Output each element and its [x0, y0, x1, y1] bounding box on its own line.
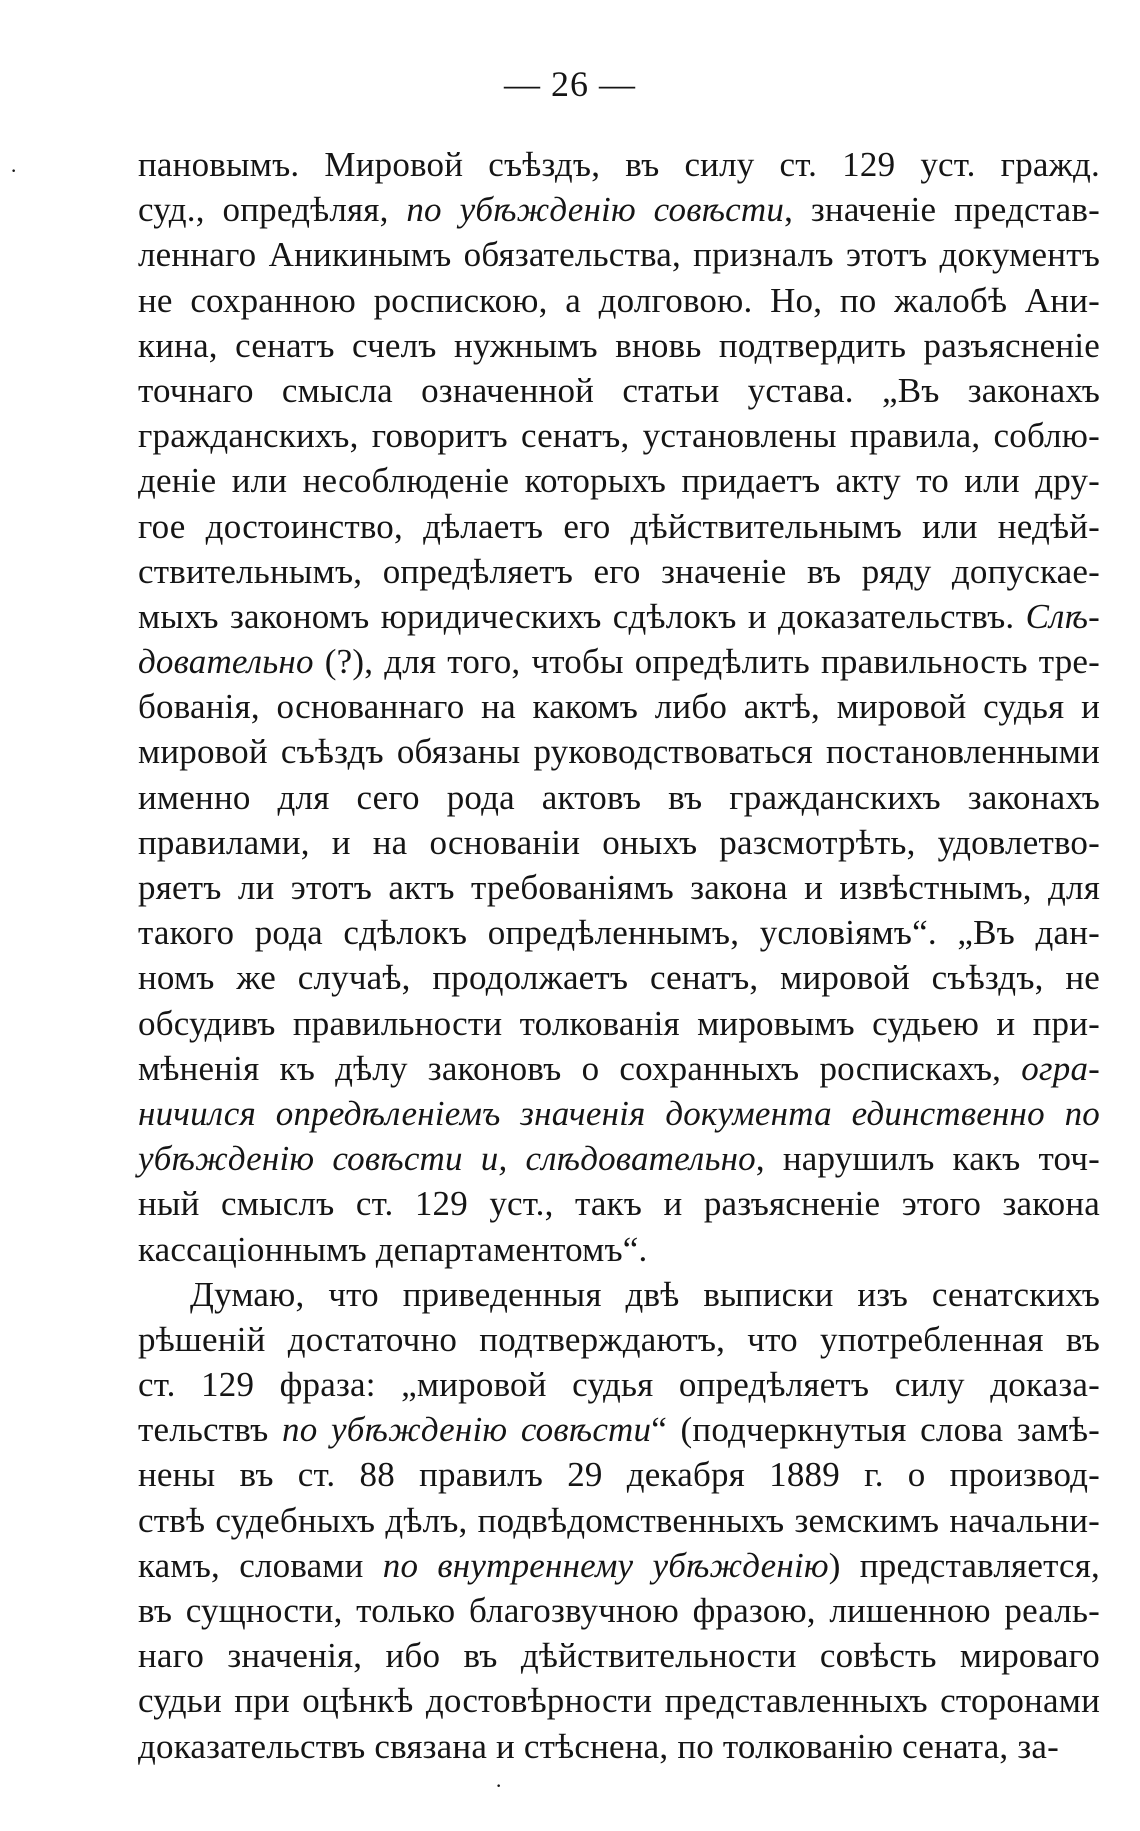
- text-line: [138, 729, 1100, 774]
- text-line: [138, 1543, 1100, 1588]
- text-line: [138, 1272, 1100, 1317]
- text-run: тельствъ: [138, 1410, 283, 1450]
- text-run: деніе или несоблюденіе которыхъ придаетъ акту то или дру-: [138, 461, 1100, 501]
- text-run: въ сущности, только благозвучною фразою, лишенною реаль-: [138, 1591, 1100, 1630]
- text-line: [138, 1001, 1100, 1046]
- text-run: ствѣ судебныхъ дѣлъ, подвѣдомственныхъ земскимъ начальни-: [138, 1500, 1100, 1540]
- text-run: не сохранною роспискою, а долговою. Но, по жалобѣ Ани-: [138, 280, 1100, 320]
- text-line: [138, 1452, 1100, 1497]
- text-line: [138, 1091, 1100, 1136]
- italic-text: убѣжденію совѣсти и, слѣдовательно: [138, 1139, 756, 1179]
- text-line: [138, 1362, 1100, 1407]
- text-run: ) представляется,: [828, 1545, 1100, 1585]
- text-run: , значеніе представ-: [784, 190, 1100, 230]
- text-run: мировой съѣздъ обязаны руководствоваться постановленными: [138, 732, 1100, 772]
- text-run: нены въ ст. 88 правилъ 29 декабря 1889 г. о производ-: [138, 1455, 1100, 1495]
- italic-text: огра-: [1021, 1048, 1100, 1088]
- text-line: [138, 684, 1100, 729]
- text-run: ствительнымъ, опредѣляетъ его значеніе въ ряду допускае-: [138, 551, 1100, 591]
- text-run: (?), для того, чтобы опредѣлить правильность тре-: [313, 642, 1100, 682]
- text-line: [138, 1588, 1100, 1633]
- scan-speck: ·: [495, 1773, 503, 1798]
- text-line: [138, 1498, 1100, 1543]
- text-run: обсудивъ правильности толкованія мировымъ судьею и при-: [138, 1003, 1100, 1043]
- text-run: кина, сенатъ счелъ нужнымъ вновь подтвердить разъясненіе: [138, 325, 1100, 365]
- text-run: мѣненія къ дѣлу законовъ о сохранныхъ роспискахъ,: [138, 1048, 1022, 1088]
- page-number: — 26 —: [504, 64, 636, 104]
- body-text: [138, 142, 1100, 1769]
- text-line: [138, 323, 1100, 368]
- text-run: леннаго Аникинымъ обязательства, призналъ этотъ документъ: [138, 235, 1100, 275]
- text-run: ряетъ ли этотъ актъ требованіямъ закона и извѣстнымъ, для: [138, 868, 1100, 907]
- text-line: [138, 1407, 1100, 1452]
- text-line: [138, 278, 1100, 323]
- text-run: камъ, словами: [138, 1545, 383, 1585]
- text-line: [138, 1633, 1100, 1678]
- text-run: суд., опредѣляя,: [138, 190, 407, 230]
- text-line: [138, 820, 1100, 865]
- text-line: [138, 504, 1100, 549]
- text-run: ст. 129 фраза: „мировой судья опредѣляетъ силу доказа-: [138, 1365, 1100, 1405]
- text-line: [138, 1046, 1100, 1091]
- scan-speck: ·: [10, 158, 18, 183]
- text-line: [138, 1678, 1100, 1723]
- text-line: [138, 1181, 1100, 1226]
- italic-text: ничился опредѣленіемъ значенія документа единственно по: [138, 1093, 1100, 1133]
- text-line: [138, 639, 1100, 684]
- text-line: [138, 232, 1100, 277]
- text-run: доказательствъ связана и стѣснена, по толкованію сената, за-: [138, 1726, 1059, 1766]
- text-line: [138, 142, 1100, 187]
- text-run: правилами, и на основаніи оныхъ разсмотрѣть, удовлетво-: [138, 822, 1100, 862]
- text-run: “ (подчеркнутыя слова замѣ-: [651, 1410, 1101, 1450]
- italic-text: по убѣжденію совѣсти: [282, 1410, 652, 1450]
- text-line: [138, 775, 1100, 820]
- text-run: судьи при оцѣнкѣ достовѣрности представленныхъ сторонами: [138, 1681, 1100, 1721]
- text-line: [138, 955, 1100, 1000]
- text-run: наго значенія, ибо въ дѣйствительности совѣсть мироваго: [138, 1636, 1100, 1676]
- text-line: [138, 910, 1100, 955]
- italic-text: по внутреннему убѣжденію: [382, 1545, 829, 1585]
- text-run: точнаго смысла означенной статьи устава. „Въ законахъ: [138, 370, 1100, 410]
- italic-text: довательно: [138, 642, 314, 682]
- text-line: [138, 1227, 1100, 1272]
- text-run: мыхъ закономъ юридическихъ сдѣлокъ и доказательствъ.: [138, 596, 1026, 636]
- text-run: Думаю, что приведенныя двѣ выписки изъ сенатскихъ: [190, 1274, 1100, 1314]
- text-run: гражданскихъ, говоритъ сенатъ, установлены правила, соблю-: [138, 416, 1100, 456]
- text-line: [138, 458, 1100, 503]
- text-line: [138, 187, 1100, 232]
- italic-text: по убѣжденію совѣсти: [406, 190, 785, 230]
- text-run: , нарушилъ какъ точ-: [755, 1139, 1100, 1179]
- text-run: именно для сего рода актовъ въ гражданскихъ законахъ: [138, 777, 1100, 817]
- text-run: кассаціоннымъ департаментомъ“.: [138, 1229, 648, 1269]
- text-line: [138, 368, 1100, 413]
- text-run: номъ же случаѣ, продолжаетъ сенатъ, мировой съѣздъ, не: [138, 958, 1100, 998]
- italic-text: Слѣ-: [1025, 596, 1100, 636]
- text-line: [138, 413, 1100, 458]
- text-run: гое достоинство, дѣлаетъ его дѣйствительнымъ или недѣй-: [138, 506, 1100, 546]
- text-line: [138, 865, 1100, 910]
- text-line: [138, 1136, 1100, 1181]
- text-line: [138, 594, 1100, 639]
- text-run: пановымъ. Мировой съѣздъ, въ силу ст. 129 уст. гражд.: [138, 145, 1100, 184]
- text-run: бованія, основаннаго на какомъ либо актѣ, мировой судья и: [138, 687, 1100, 727]
- text-run: такого рода сдѣлокъ опредѣленнымъ, условіямъ“. „Въ дан-: [138, 913, 1100, 953]
- text-line: [138, 549, 1100, 594]
- text-line: [138, 1724, 1100, 1769]
- text-run: рѣшеній достаточно подтверждаютъ, что употребленная въ: [138, 1319, 1100, 1359]
- text-run: ный смыслъ ст. 129 уст., такъ и разъясненіе этого закона: [138, 1184, 1100, 1224]
- text-line: [138, 1317, 1100, 1362]
